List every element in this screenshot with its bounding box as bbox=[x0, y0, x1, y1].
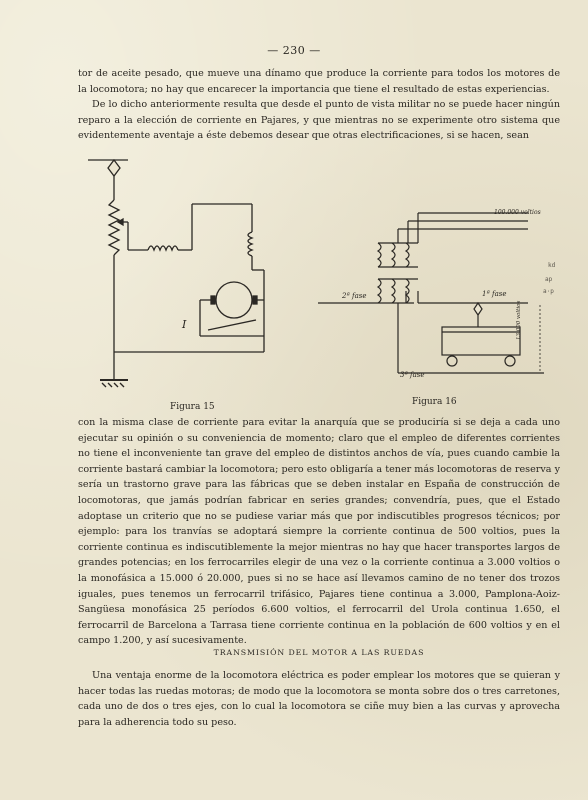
paragraph-2: De lo dicho anteriormente resulta que desde el punto de vista militar no se puede hacer ningún reparo a la elección de corriente en Pajares, y que mientras no se experimente otro sistema que evidentemente aventaje a éste debemos desear que otras electrificaciones, si se hacen, sean bbox=[78, 99, 560, 142]
paragraph-1: tor de aceite pesado, que mueve una dínamo que produce la corriente para todos los motores de la locomotora; no hay que encarecer la importancia que tiene el resultado de estas experiencias. bbox=[78, 68, 560, 95]
figure-15-caption: Figura 15 bbox=[170, 402, 215, 412]
section-heading: TRANSMISIÓN DEL MOTOR A LAS RUEDAS bbox=[213, 648, 425, 657]
figure-16-label-voltage-side: 13.000 voltios bbox=[516, 300, 522, 340]
body-text-bottom bbox=[78, 668, 560, 730]
body-text-top bbox=[78, 66, 560, 144]
figure-16-label-fase1: 1ª fase bbox=[482, 290, 507, 298]
figure-16-label-voltage-top: 100.000 voltios bbox=[494, 209, 541, 216]
figure-15-label-I: I bbox=[182, 318, 187, 331]
figure-16-caption: Figura 16 bbox=[412, 397, 457, 407]
paragraph-3: con la misma clase de corriente para evitar la anarquía que se produciría si se deja a cada uno ejecutar su opinión o su conveniencia de momento; claro que el empleo de diferentes corrientes no tiene el inconveniente tan grave del empleo de distintos anchos de vía, pues cuando cambie la corriente bastará cambiar la locomotora; pero esto obligaría a tener más locomotoras de reserva y sería un trastorno grave para las fábricas que se deben instalar en España de construcción de locomotoras, que jamás podrían fabricar en series grandes; convendría, pues, que el Estado adoptase un criterio que no se pudiese variar más que por indiscutibles progresos técnicos; por ejemplo: para los tranvías se adoptará siempre la corriente continua de 500 voltios, pues la corriente continua es indiscutiblemente la mejor mientras no hay que hacer transportes largos de grandes potencias; en los ferrocarriles elegir de una vez o la corriente continua a 3.000 voltios o la monofásica a 15.000 ó 20.000, pues si no se hace así llevamos camino de no tener dos trozos iguales, pues tenemos un ferrocarril trifásico, Pajares tiene continua a 3.000, Pamplona-Aoiz-Sangüesa monofásica 25 períodos 6.600 voltios, el ferrocarril del Urola continua 1.650, el ferrocarril de Barcelona a Tarrasa tiene corriente continua en la población de 600 voltios y en el campo 1.200, y así sucesivamente. bbox=[78, 417, 560, 647]
body-text-middle bbox=[78, 415, 560, 649]
figure-16-label-fase3: 3ª fase bbox=[400, 371, 425, 379]
paragraph-4: Una ventaja enorme de la locomotora eléctrica es poder emplear los motores que se quieran y hacer todas las ruedas motoras; de modo que la locomotora se monta sobre dos o tres carretones, cada uno de dos o tres ejes, con lo cual la locomotora se ciñe muy bien a las curvas y aprovecha para la adherencia todo su peso. bbox=[78, 670, 560, 728]
margin-note-3: a·p bbox=[543, 288, 554, 295]
margin-note-1: kd bbox=[548, 262, 556, 269]
figure-16-label-fase2: 2ª fase bbox=[342, 292, 367, 300]
figure-15-diagram bbox=[88, 152, 298, 397]
margin-note-2: ap bbox=[545, 276, 553, 283]
page-number: — 230 — bbox=[267, 44, 321, 57]
